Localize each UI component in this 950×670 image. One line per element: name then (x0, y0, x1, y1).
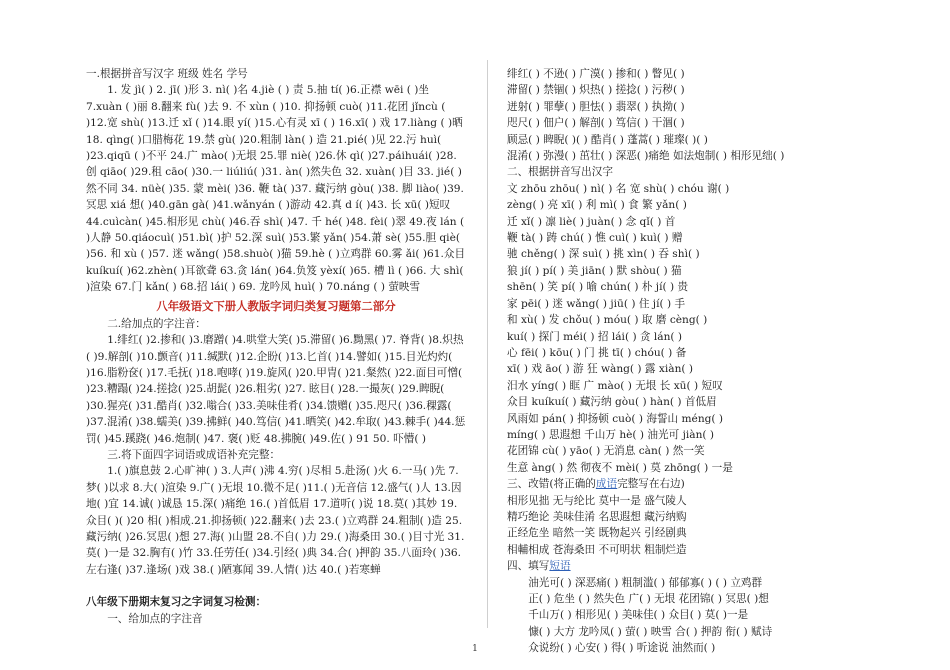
list-item: 滞留( ) 禁锢( ) 炽热( ) 搓捻( ) 污秽( ) (507, 84, 685, 97)
list-item: xī( ) 戏 āo( ) 游 狂 wàng( ) 露 xiàn( ) (507, 363, 694, 376)
list-item: míng( ) 思遐想 千山万 hè( ) 油光可 jiàn( ) (507, 428, 715, 441)
list-item: 家 pēi( ) 迷 wǎng( ) jiū( ) 住 jí( ) 手 (507, 297, 686, 310)
list-item: 正( ) 危坐 ( ) 然失色 广( ) 无垠 花团锦( ) 冥思( )想 (528, 593, 769, 605)
list-item: 众目 kuíkuí( ) 藏污纳 gòu( ) hàn( ) 首低眉 (507, 396, 717, 409)
section-heading (507, 476, 875, 492)
list-item: 文 zhōu zhōu( ) nì( ) 名 宽 shù( ) chóu 谢( ) (507, 182, 730, 195)
annotation-list (507, 66, 875, 164)
list-item: 相形见拙 无与纶比 莫中一是 盛气陵人 (507, 494, 687, 507)
idiom-exercise-paragraph: 1.( )旗息鼓 2.心旷神( ) 3.人声( )沸 4.穷( )尽相 5.赴汤( )火 6.一马( )先 7.梦( )以求 8.大( )渲染 9.广( )无垠 10.微不足( )11.( )无音信 12.盛气( )人 13.因地( )宜 14.诚( )诚恳 15.深( )痛绝 16.( )首低眉 17.道听( )说 18.莫( )其妙 19.众目( )( )20 相( )相成.21.抑扬顿( )22.翻来( )去 23.( )立鸡群 24.粗制( )造 25.藏污纳( )26.冥思( )想 27.海( )山盟 28.不自( )力 29.( )海桑田 30.( )目寸光 31.莫( )一是 32.胸有( )竹 33.任劳任( )34.引经( )典 34.合( )押韵 35.八面玲( )36.左右逢( )37.逢场( )戏 38.( )陋寡闻 39.人情( )达 40.( )若寒蝉 (86, 465, 465, 576)
right-column (507, 66, 875, 657)
list-item: 和 xù( ) 发 chǒu( ) móu( ) 取 磨 cèng( ) (507, 314, 708, 327)
list-item: 鞭 tà( ) 踌 chú( ) 憔 cuì( ) kuì( ) 赠 (507, 232, 683, 245)
list-item: 众说纷( ) 心安( ) 得( ) 听途说 油然而( ) (528, 642, 716, 655)
annotation-exercise-paragraph: 1.绯红( )2.掺和( )3.磨蹭( )4.哄堂大笑( )5.滞留( )6.黝黑( )7. 脊背( )8.炽热( )9.解剖( )10.颤音( )11.缄默( )12.企盼( )13.匕首( )14.譬如( )15.目光灼灼( )16.脂粉奁( )17.毛抚( )18.咆哮( )19.旋风( )20.甲胄( )21.粲然( )22.面目可憎( )23.糟蹋( )24.搓捻( )25.胡髭( )26.粗劣( )27. 眩目( )28.一撮灰( )29.睥睨( )30.猩亮( )31.酷肖( )32.嗡合( )33.美味佳肴( )34.馈赠( )35.咫尺( )36.稞露( )37.混淆( )38.蠕美( )39.拂鲜( )40.笃信( )41.晒笑( )42.牟取( )43.棘手( )44.惩罚( )45.蹊跷( )46.炮制( )47. 褒( )贬 48.拂腕( )49.佐( ) 91 50. 吓懵( ) (86, 334, 466, 445)
list-item: kuí( ) 探门 méi( ) 招 lái( ) 贪 lán( ) (507, 330, 683, 343)
page-number: 1 (472, 644, 478, 654)
list-item: 驰 chěng( ) 深 suì( ) 挑 xìn( ) 吞 shì( ) (507, 248, 700, 261)
list-item: 正经危坐 暗然一笑 既物起兴 引经剧典 (507, 527, 687, 540)
heading-text: 完整写在右边) (617, 478, 685, 491)
list-item: 生意 àng( ) 然 彻夜不 mèi( ) 莫 zhōng( ) 一是 (507, 461, 733, 474)
list-item: 混淆( ) 弥漫( ) 茁壮( ) 深恶( )痛绝 如法炮制( ) 相形见绌( ) (507, 150, 785, 163)
pinyin-list (507, 181, 875, 476)
list-item: 心 fēi( ) kōu( ) 门 挑 tī( ) chóu( ) 备 (507, 346, 687, 359)
list-item: 油光可( ) 深恶痛( ) 粗制滥( ) 郁郁寡( ) ( ) 立鸡群 (528, 576, 763, 589)
list-item: shēn( ) 笑 pí( ) 喻 chún( ) 朴 jí( ) 贵 (507, 281, 689, 294)
section-title: 八年级语文下册人教版字词归类复习题第二部分 (156, 298, 396, 313)
list-item: 慷( ) 大方 龙吟凤( ) 萤( ) 映雪 合( ) 押韵 衔( ) 赋诗 (528, 625, 773, 638)
list-item: 迸射( ) 罪孽( ) 胆怯( ) 翡翠( ) 执拗( ) (507, 100, 685, 113)
idiom-link[interactable]: 成语 (595, 478, 618, 491)
section-heading (507, 558, 875, 574)
list-item: 汨水 yíng( ) 眶 广 mào( ) 无垠 长 xū( ) 短叹 (507, 379, 723, 392)
list-item: 千山万( ) 相形见( ) 美味佳( ) 众目( ) 莫( )一是 (528, 609, 749, 622)
list-item: 花团锦 cù( ) yāo( ) 无消息 càn( ) 然一笑 (507, 445, 705, 458)
section-heading: 二、根据拼音写出汉字 (507, 166, 613, 179)
list-item: zèng( ) 亮 xī( ) 利 mì( ) 食 繁 yǎn( ) (507, 199, 687, 212)
list-item: 精巧绝论 美味佳淆 名思遐想 藏污纳购 (507, 510, 687, 523)
heading-text: 三、改错(将正确的 (507, 478, 596, 491)
left-column (86, 66, 466, 627)
list-item: 相輔相成 苍海桑田 不可明状 粗制烂造 (507, 543, 687, 556)
list-item: 狼 jí( ) pí( ) 美 jiān( ) 默 shòu( ) 猫 (507, 264, 682, 277)
list-item: 风雨如 pán( ) 抑扬顿 cuò( ) 海誓山 méng( ) (507, 412, 724, 425)
list-item: 咫尺( ) 佃户( ) 解剖( ) 笃信( ) 干涸( ) (507, 117, 685, 130)
correction-list (507, 493, 875, 559)
section-heading: 一.根据拼音写汉字 班级 姓名 学号 (86, 68, 248, 80)
list-item: 迁 xǐ( ) 凛 liè( ) juàn( ) 念 qǐ( ) 首 (507, 215, 676, 228)
list-item: 绯红( ) 不逊( ) 广漠( ) 掺和( ) 瞥见( ) (507, 68, 685, 80)
pinyin-exercise-paragraph: 1. 发 jì( ) 2. jī( )形 3. nì( )名 4.jiè ( ) 责 5.抽 tí( )6.正襟 wēi ( )坐 7.xuàn ( )丽 8.翻来 fù( )去 9. 不 xùn ( )10. 抑扬顿 cuò( )11.花团 jǐncù ( )12.宽 shù( )13.迁 xǐ ( )14.眼 yí( )15.心有灵 xī ( ) 16.xī( ) 戏 17.liàng ( )晒 18. qìng( )口腊梅花 19.禁 gù( )20.粗制 làn( ) 造 21.pié( )见 22.污 huì( )23.qiqū ( )不平 24.广 mào( )无垠 25.罪 niè( )26.休 qì( )27.páihuái( )28.创 qiāo( )29.租 cāo( )30.一 liúliú( )31. àn( )然失色 32. xuàn( )目 33. jié( )然不同 34. nüè( )35. 蒙 mèi( )36. 鞭 tà( )37. 藏污纳 gòu( )38. 脚 liào( )39.冥思 xiá 想( )40.gān gà( )41.wǎnyán ( )游动 42.真 d í( )43. 长 xū( )短叹 44.cuìcàn( )45.相形见 chù( )46.吞 shì( )47. 千 hé( )48. fèi( )翠 49.夜 lán ( )人静 50.qiáocuì( )51.bì( )护 52.深 suì( )53.繁 yǎn( )54.萧 sè( )55.胆 qiè( )56. 和 xù ( )57. 迷 wǎng( )58.shuò( )猫 59.hè ( )立鸡群 60.雾 ǎi( )61.众目 kuíkuí( )62.zhèn( )耳欲聋 63.贪 lán( )64.负笈 yèxí( )65. 槽 lì ( )66. 大 shì( )渲染 67.门 kǎn( ) 68.招 lái( ) 69. 龙吟凤 huì( ) 70.náng ( ) 萤映雪 (86, 84, 466, 294)
heading-text: 四、填写 (507, 560, 550, 573)
final-review-title: 八年级下册期末复习之字词复习检测： (86, 596, 267, 609)
final-review-subheading: 一、给加点的字注音 (107, 612, 203, 625)
list-item: 顾忌( ) 睥睨( )( ) 酷肖( ) 蓬蒿( ) 璀璨( )( ) (507, 133, 708, 146)
section-heading: 三.将下面四字词语或成语补充完整： (107, 448, 281, 461)
phrase-link[interactable]: 短语 (549, 560, 571, 573)
section-heading: 二.给加点的字注音： (107, 317, 206, 330)
column-divider (487, 60, 488, 628)
